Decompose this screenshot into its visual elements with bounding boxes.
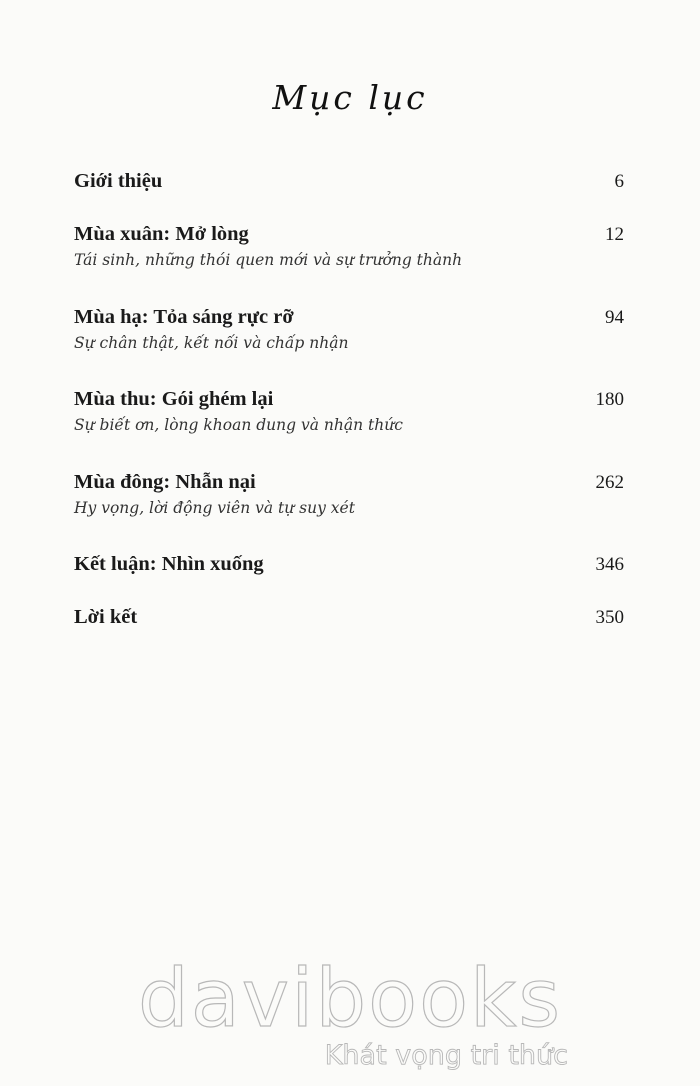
- toc-entry-subtitle: Hy vọng, lời động viên và tự suy xét: [74, 499, 355, 517]
- toc-entry-label: Giới thiệu: [74, 170, 163, 192]
- toc-entry-subtitle: Tái sinh, những thói quen mới và sự trưởng thành: [74, 251, 463, 269]
- toc-entry-subtitle: Sự chân thật, kết nối và chấp nhận: [74, 334, 349, 352]
- toc-entry: [74, 553, 624, 576]
- toc-entry: [74, 606, 624, 629]
- toc-entry-label: Lời kết: [74, 606, 138, 628]
- toc-entry-page: 94: [605, 307, 624, 328]
- toc-entry-page: 180: [595, 389, 624, 410]
- watermark-brand: davibooks: [137, 952, 563, 1045]
- toc-entry-label: Kết luận: Nhìn xuống: [74, 553, 264, 575]
- toc-entry: [74, 223, 624, 269]
- page-title: Mục lục: [272, 78, 428, 117]
- toc-entry-page: 350: [595, 607, 624, 628]
- toc-entry-page: 6: [614, 171, 624, 192]
- toc-entry-label: Mùa xuân: Mở lòng: [74, 223, 249, 245]
- toc-entry-page: 346: [595, 554, 624, 575]
- toc-entry: [74, 388, 624, 434]
- toc-entry-page: 12: [605, 224, 624, 245]
- toc-entry: [74, 306, 624, 352]
- watermark-tagline: Khát vọng tri thức: [324, 1040, 568, 1071]
- toc-entry-subtitle: Sự biết ơn, lòng khoan dung và nhận thức: [74, 416, 403, 434]
- toc-entry-label: Mùa hạ: Tỏa sáng rực rỡ: [74, 306, 294, 328]
- toc-entry: [74, 471, 624, 517]
- toc-entry-label: Mùa thu: Gói ghém lại: [74, 388, 274, 410]
- toc-entry-page: 262: [595, 472, 624, 493]
- toc-entry-label: Mùa đông: Nhẫn nại: [74, 471, 256, 493]
- toc-entry: [74, 170, 624, 193]
